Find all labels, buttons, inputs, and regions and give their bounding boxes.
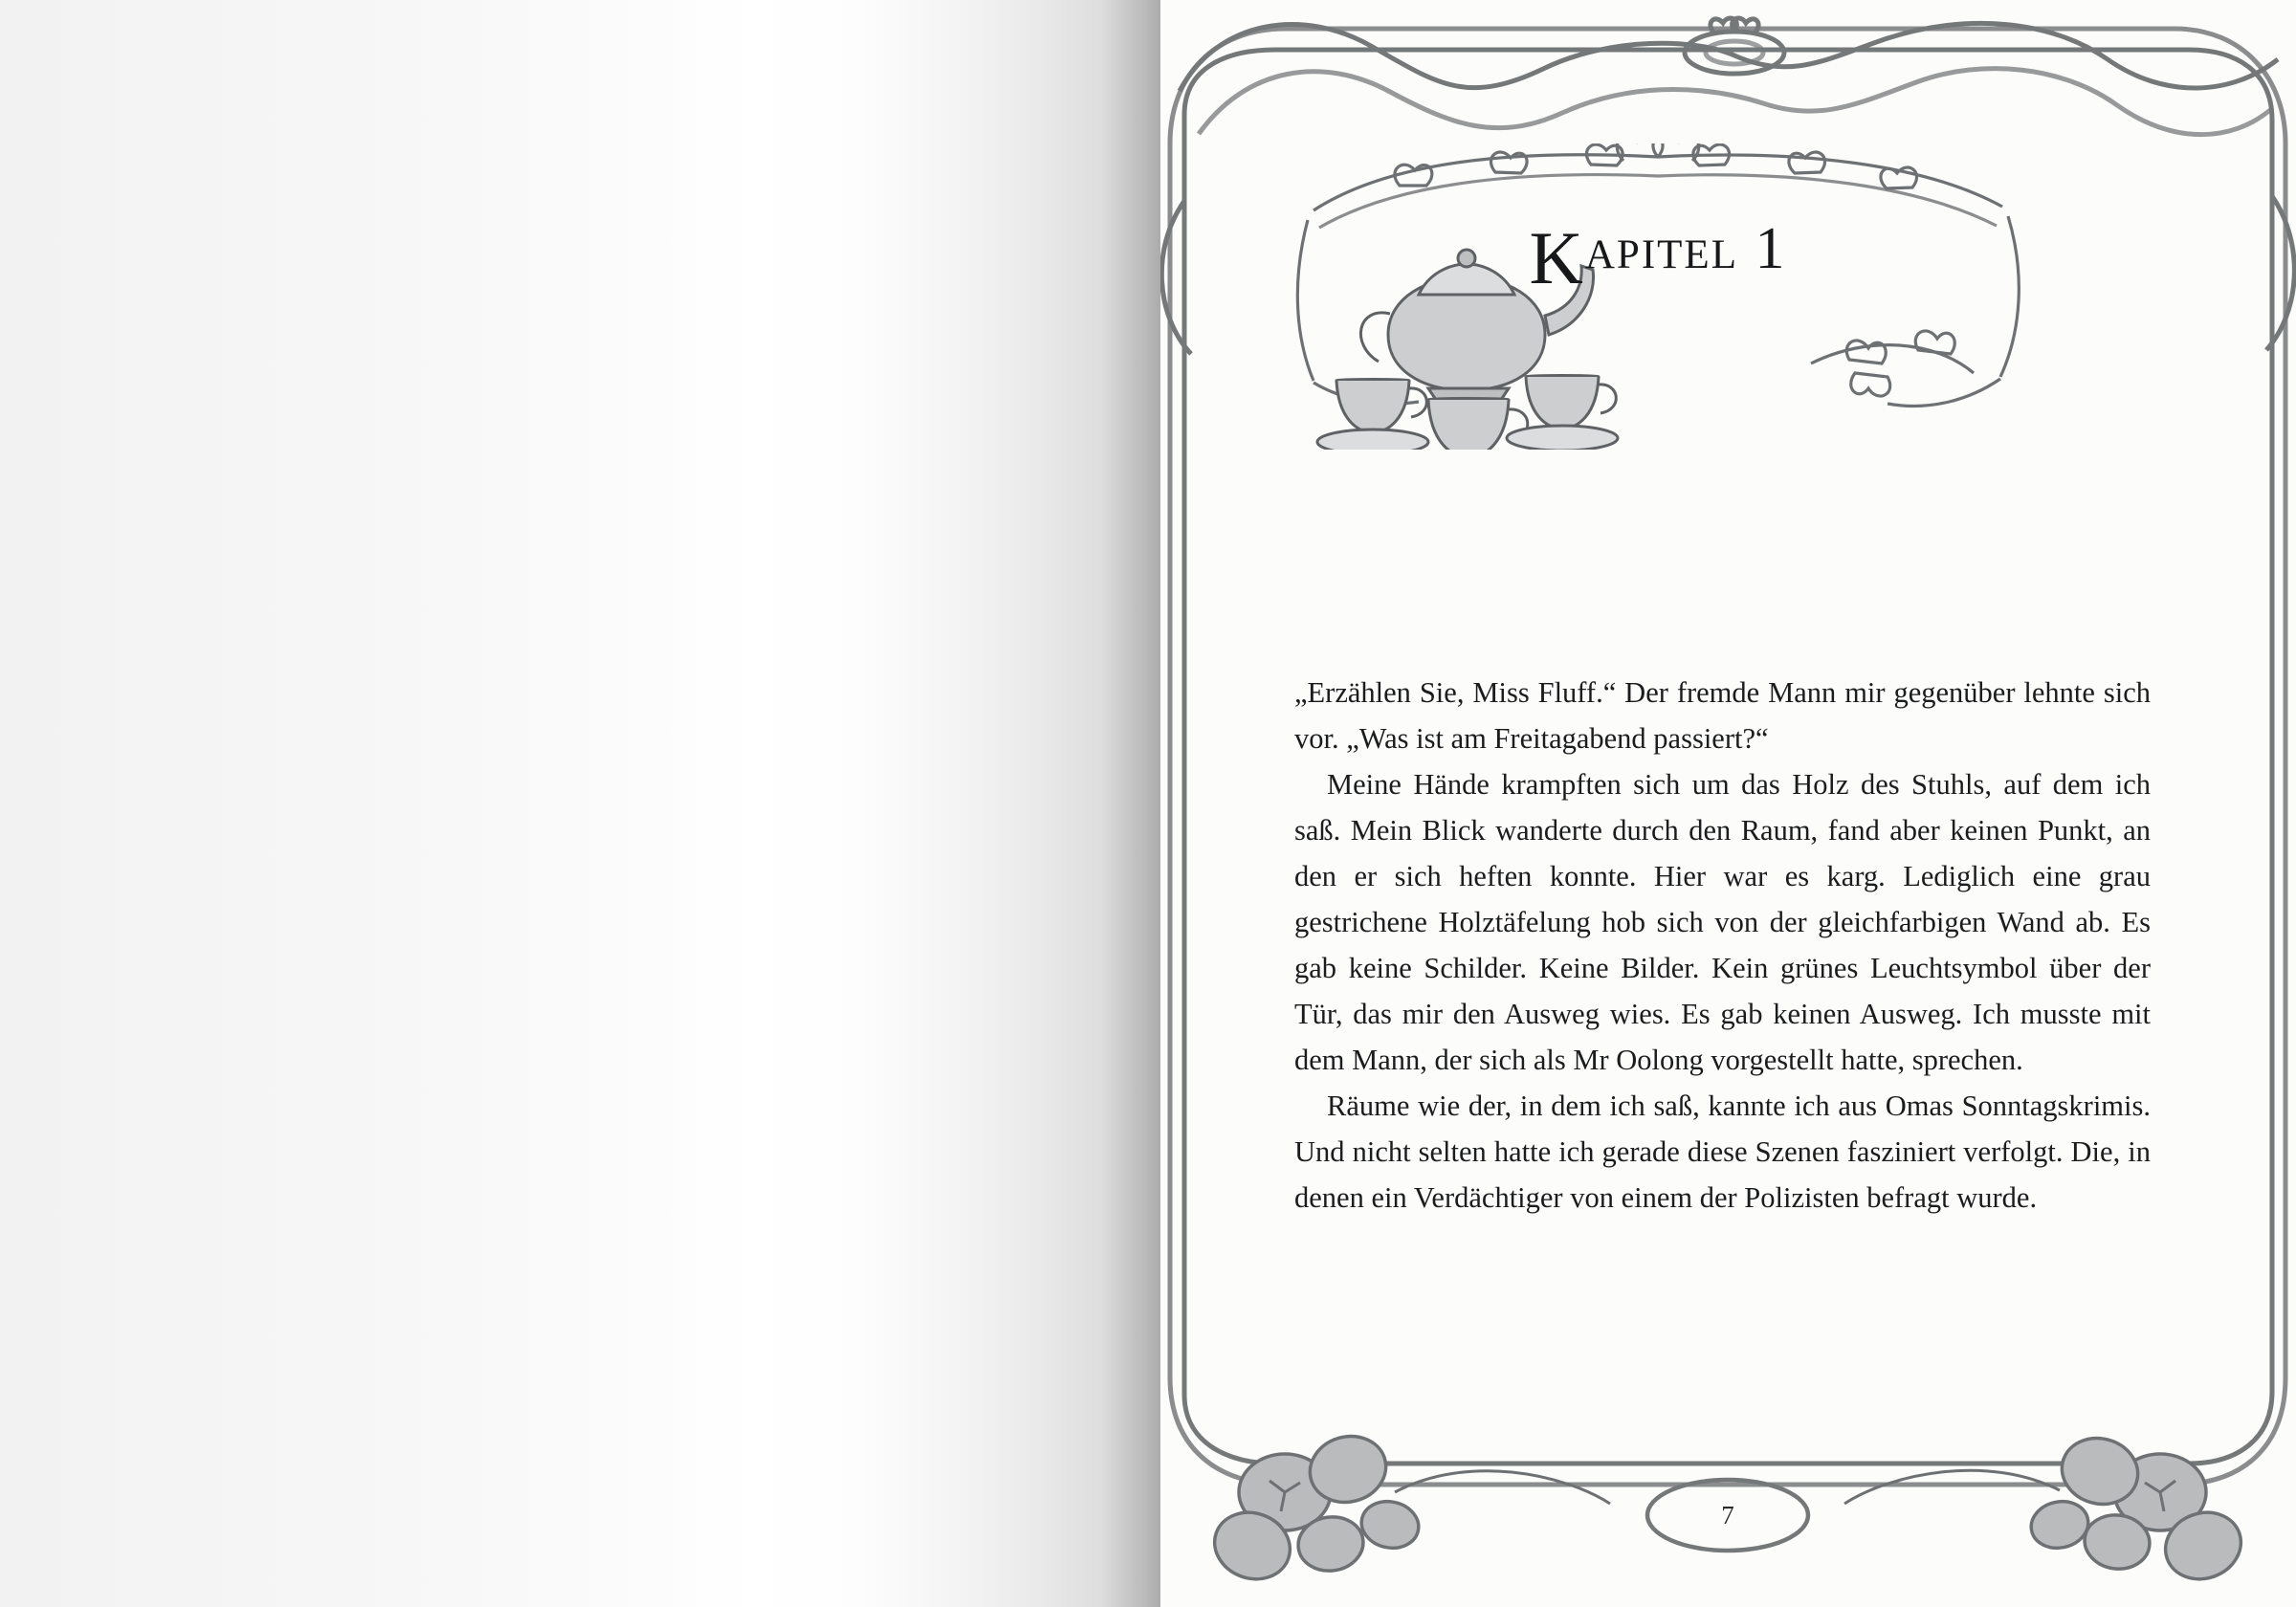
paragraph-3: Räume wie der, in dem ich saß, kannte ich aus Omas Sonntagskrimis. Und nicht selten hatte ich gerade diese Szenen fasziniert verfolgt. Die, in denen ein Verdächtiger von einem der Polizisten befragt wurde. — [1294, 1090, 2151, 1214]
chapter-header — [1275, 143, 2041, 450]
paragraph-1: „Erzählen Sie, Miss Fluff.“ Der fremde Mann mir gegenüber lehnte sich vor. „Was ist am Freitagabend passiert?“ — [1294, 676, 2151, 755]
chapter-body-text — [1294, 670, 2151, 1221]
page-content-area — [1160, 0, 2296, 1607]
page-number: 7 — [1721, 1500, 1734, 1530]
right-page — [1160, 0, 2296, 1607]
chapter-title — [1275, 143, 2041, 450]
paragraph-2: Meine Hände krampften sich um das Holz des Stuhls, auf dem ich saß. Mein Blick wanderte durch den Raum, fand aber keinen Punkt, an den er sich heften konnte. Hier war es karg. Lediglich eine grau gestrichene Holztäfelung hob sich von der gleichfarbigen Wand ab. Es gab keine Schilder. Keine Bilder. Kein grünes Leuchtsymbol über der Tür, das mir den Ausweg wies. Es gab keinen Ausweg. Ich musste mit dem Mann, der sich als Mr Oolong vorgestellt hatte, sprechen. — [1294, 768, 2151, 1076]
chapter-title-rest: apitel 1 — [1584, 216, 1787, 281]
top-ribbon-ornament — [1180, 18, 2278, 135]
chapter-title-initial: K — [1529, 216, 1585, 299]
